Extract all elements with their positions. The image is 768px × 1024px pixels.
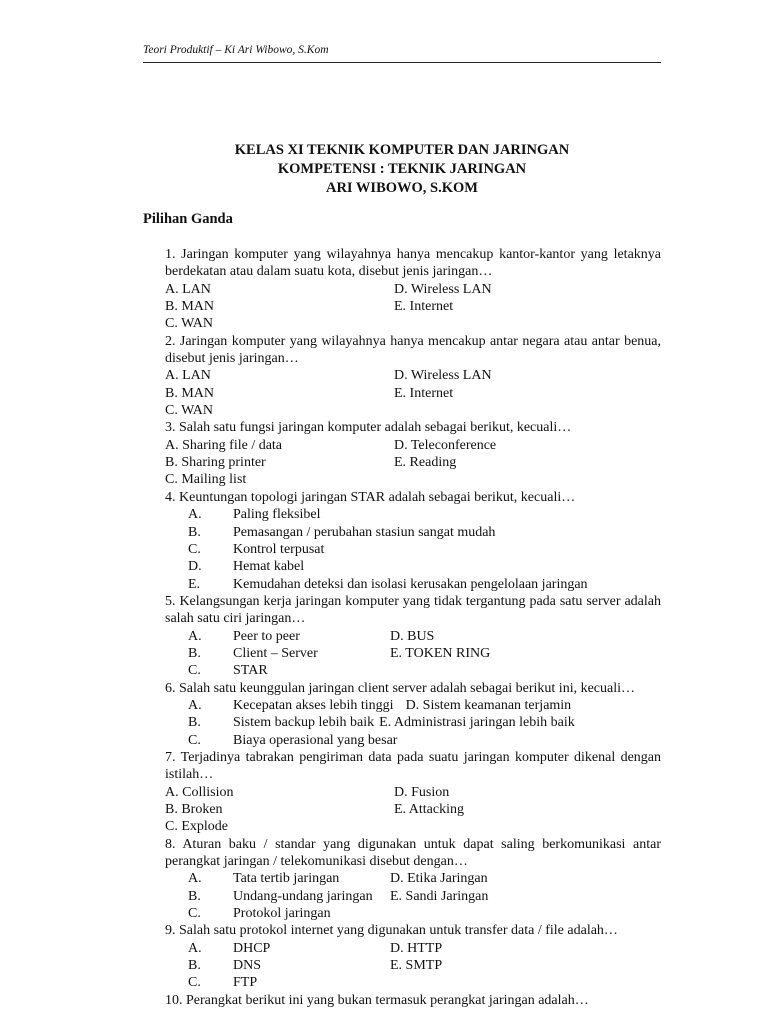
option-text: Kecepatan akses lebih tinggi [233, 697, 394, 713]
option-row [165, 454, 661, 471]
question-10 [165, 992, 661, 1009]
option-row [165, 662, 661, 679]
option: E. Reading [394, 455, 457, 471]
option: C. WAN [165, 403, 213, 419]
option-letter: B. [188, 645, 201, 661]
option-letter: C. [188, 541, 201, 557]
option-text: Protokol jaringan [233, 906, 331, 922]
question-3 [165, 419, 661, 488]
option-row [165, 437, 661, 454]
option: A. LAN [165, 368, 211, 384]
option-row [165, 645, 661, 662]
option: A. LAN [165, 281, 211, 297]
option: D. HTTP [390, 940, 443, 956]
option-row [165, 506, 661, 523]
option: E. Sandi Jaringan [390, 888, 489, 904]
option-row [165, 818, 661, 835]
option-letter: B. [188, 888, 201, 904]
question-4 [165, 489, 661, 593]
option-letter: C. [188, 975, 201, 991]
option-row [165, 628, 661, 645]
option: E. SMTP [390, 958, 443, 974]
option-row [165, 870, 661, 887]
option-letter: A. [188, 940, 202, 956]
option-row [165, 524, 661, 541]
option: D. Wireless LAN [394, 281, 492, 297]
option: D. Sistem keamanan terjamin [405, 697, 572, 713]
question-text: 6. Salah satu keunggulan jaringan client server adalah sebagai berikut ini, kecuali… [165, 680, 636, 696]
option: A. Sharing file / data [165, 437, 283, 453]
running-header: Teori Produktif – Ki Ari Wibowo, S.Kom [143, 44, 661, 63]
option: D. Teleconference [394, 437, 497, 453]
question-text: 1. Jaringan komputer yang wilayahnya hanya mencakup kantor-kantor yang letaknya berdekatan atau dalam suatu kota, disebut jenis jaringan… [165, 247, 661, 280]
question-text: 3. Salah satu fungsi jaringan komputer adalah sebagai berikut, kecuali… [165, 420, 572, 436]
option-row [165, 714, 661, 731]
option: C. Explode [165, 819, 228, 835]
option-row [165, 888, 661, 905]
option-text: Undang-undang jaringan [233, 888, 373, 904]
option-row [165, 784, 661, 801]
option-row [165, 402, 661, 419]
option-row [165, 576, 661, 593]
option-letter: B. [188, 524, 201, 540]
option-row [165, 558, 661, 575]
option-letter: C. [188, 906, 201, 922]
question-9 [165, 922, 661, 991]
option-row [165, 905, 661, 922]
option-row [165, 541, 661, 558]
question-text: 7. Terjadinya tabrakan pengiriman data pada suatu jaringan komputer dikenal dengan istilah… [165, 749, 661, 783]
option: E. Internet [394, 299, 454, 315]
option-text: Sistem backup lebih baik [233, 715, 375, 731]
question-text: 10. Perangkat berikut ini yang bukan termasuk perangkat jaringan adalah… [165, 992, 589, 1008]
option-text: Paling fleksibel [233, 507, 321, 523]
option: E. Administrasi jaringan lebih baik [379, 715, 575, 731]
option-letter: A. [188, 697, 202, 713]
option: C. Mailing list [165, 472, 247, 488]
option-letter: E. [188, 576, 201, 592]
option: A. Collision [165, 784, 234, 800]
option-row [165, 367, 661, 384]
question-8 [165, 836, 661, 923]
option: D. BUS [390, 628, 435, 644]
option-row [165, 385, 661, 402]
option-row [165, 732, 661, 749]
option: B. Sharing printer [165, 455, 266, 471]
question-2 [165, 333, 661, 420]
question-list [165, 246, 661, 1009]
title-line-author: ARI WIBOWO, S.KOM [325, 180, 478, 196]
option-row [165, 298, 661, 315]
option-row [165, 471, 661, 488]
option: B. MAN [165, 385, 215, 401]
question-6 [165, 680, 661, 749]
option-letter: B. [188, 958, 201, 974]
option: E. Internet [394, 385, 454, 401]
option: B. MAN [165, 299, 215, 315]
option-text: DNS [233, 958, 262, 974]
question-1 [165, 246, 661, 333]
option-text: Kemudahan deteksi dan isolasi kerusakan pengelolaan jaringan [233, 576, 588, 592]
option-text: Kontrol terpusat [233, 541, 325, 557]
option: E. TOKEN RING [390, 645, 491, 661]
option-row [165, 940, 661, 957]
option-letter: C. [188, 732, 201, 748]
document-title [143, 141, 661, 198]
option-row [165, 315, 661, 332]
option: C. WAN [165, 316, 213, 332]
question-text: 9. Salah satu protokol internet yang digunakan untuk transfer data / file adalah… [165, 923, 618, 939]
option-letter: A. [188, 871, 202, 887]
option-row [165, 957, 661, 974]
option: B. Broken [165, 802, 223, 817]
option-text: FTP [233, 975, 258, 991]
option: D. Etika Jaringan [390, 871, 488, 887]
option-text: Biaya operasional yang besar [233, 732, 398, 748]
option-text: Tata tertib jaringan [233, 871, 340, 887]
option-letter: A. [188, 628, 202, 644]
option-text: Peer to peer [233, 628, 300, 644]
question-5 [165, 593, 661, 680]
option-text: STAR [233, 663, 268, 679]
option: D. Fusion [394, 784, 450, 800]
option: D. Wireless LAN [394, 368, 492, 384]
question-text: 8. Aturan baku / standar yang digunakan untuk dapat saling berkomunikasi antar perangkat jaringan / telekomunikasi disebut dengan… [165, 836, 661, 870]
option-text: Hemat kabel [233, 559, 305, 575]
question-text: 2. Jaringan komputer yang wilayahnya hanya mencakup antar negara atau antar benua, disebut jenis jaringan… [165, 333, 661, 367]
option-row [165, 697, 661, 714]
option: E. Attacking [394, 802, 464, 817]
option-row [165, 801, 661, 818]
option-text: Pemasangan / perubahan stasiun sangat mudah [233, 524, 496, 540]
question-text: 4. Keuntungan topologi jaringan STAR adalah sebagai berikut, kecuali… [165, 489, 576, 505]
section-title: Pilihan Ganda [143, 211, 233, 227]
option-letter: C. [188, 663, 201, 679]
question-text: 5. Kelangsungan kerja jaringan komputer yang tidak tergantung pada satu server adalah salah satu ciri jaringan… [165, 593, 661, 627]
option-letter: A. [188, 507, 202, 523]
option-text: DHCP [233, 940, 271, 956]
option-letter: B. [188, 715, 201, 731]
option-row [165, 974, 661, 991]
option-row [165, 281, 661, 298]
title-line-class: KELAS XI TEKNIK KOMPUTER DAN JARINGAN [234, 142, 570, 158]
option-letter: D. [188, 559, 202, 575]
question-7 [165, 749, 661, 836]
title-line-competency: KOMPETENSI : TEKNIK JARINGAN [277, 161, 527, 177]
option-text: Client – Server [233, 645, 318, 661]
